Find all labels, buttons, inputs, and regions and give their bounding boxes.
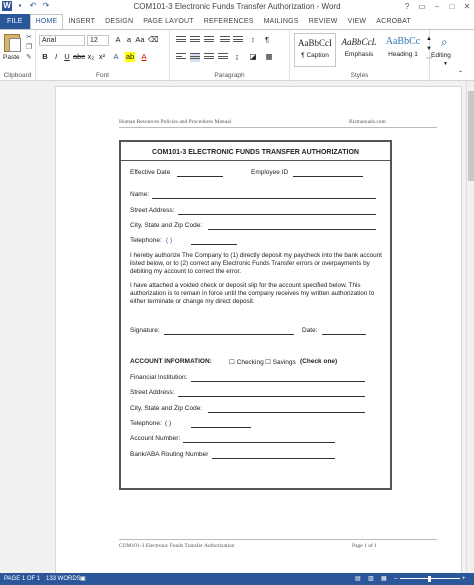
title-bar xyxy=(0,0,474,14)
effective-date-label: Effective Date xyxy=(130,169,171,176)
tab-file[interactable]: FILE xyxy=(0,14,30,29)
editing-button[interactable]: Editing xyxy=(431,52,451,59)
check-one-note: (Check one) xyxy=(300,358,338,365)
find-icon[interactable]: ⌕ xyxy=(441,35,448,49)
styles-group-label: Styles xyxy=(350,72,369,79)
status-bar xyxy=(0,573,474,585)
change-case-icon[interactable]: Aa xyxy=(135,35,145,44)
superscript-icon[interactable]: x² xyxy=(98,52,106,61)
tab-view[interactable]: VIEW xyxy=(347,18,367,25)
tab-mailings[interactable]: MAILINGS xyxy=(263,18,299,25)
account-number-field[interactable] xyxy=(183,442,335,443)
italic-icon[interactable]: I xyxy=(54,52,58,61)
editing-dropdown-icon[interactable]: ▼ xyxy=(443,61,448,67)
borders-icon[interactable]: ▦ xyxy=(265,52,273,61)
savings-checkbox[interactable]: ☐ Savings xyxy=(265,359,296,366)
footer-right-text: Page 1 of 1 xyxy=(352,543,377,549)
style-caption[interactable] xyxy=(294,33,336,67)
undo-icon[interactable]: ↶ xyxy=(29,1,37,10)
header-right-text: Bizmanuals.com xyxy=(349,119,386,125)
scrollbar-thumb[interactable] xyxy=(468,91,474,181)
style-caption-preview: AaBbCcI xyxy=(298,38,332,48)
account-information-label: ACCOUNT INFORMATION: xyxy=(130,358,212,365)
collapse-ribbon-icon[interactable]: ⌃ xyxy=(458,71,464,77)
help-icon[interactable]: ? xyxy=(404,2,410,11)
maximize-icon[interactable]: □ xyxy=(449,2,455,11)
employee-id-field[interactable] xyxy=(293,176,363,177)
copy-icon[interactable]: ❐ xyxy=(26,44,33,51)
editing-group xyxy=(430,30,466,81)
date-label: Date: xyxy=(302,327,318,334)
subscript-icon[interactable]: x₂ xyxy=(87,52,95,61)
redo-icon[interactable]: ↷ xyxy=(42,1,50,10)
strikethrough-icon[interactable]: abc xyxy=(73,52,86,61)
footer-left-text: COM101-3 Electronic Funds Transfer Authorization xyxy=(119,543,235,549)
clear-formatting-icon[interactable]: ⌫ xyxy=(148,35,159,44)
document-page[interactable] xyxy=(55,86,462,574)
tab-insert[interactable]: INSERT xyxy=(68,18,96,25)
align-right-icon[interactable] xyxy=(204,53,214,62)
increase-indent-icon[interactable] xyxy=(233,36,243,45)
font-size-select[interactable]: 12 xyxy=(87,35,109,46)
telephone-label: Telephone: xyxy=(130,237,162,244)
routing-number-label: Bank/ABA Routing Number xyxy=(130,451,209,458)
font-name-select[interactable]: Arial xyxy=(39,35,85,46)
tab-design[interactable]: DESIGN xyxy=(105,18,134,25)
bank-telephone-area-code[interactable]: ( ) xyxy=(165,420,172,427)
telephone-field[interactable] xyxy=(191,244,237,245)
bullets-icon[interactable] xyxy=(176,36,186,45)
style-emphasis[interactable] xyxy=(338,33,380,67)
zoom-out-icon[interactable]: – xyxy=(394,576,398,582)
city-state-zip-field[interactable] xyxy=(208,229,376,230)
tab-references[interactable]: REFERENCES xyxy=(203,18,254,25)
tab-page-layout[interactable]: PAGE LAYOUT xyxy=(143,18,194,25)
employee-id-label: Employee ID xyxy=(251,169,289,176)
bank-street-address-label: Street Address: xyxy=(130,389,175,396)
bank-city-state-zip-label: City, State and Zip Code: xyxy=(130,405,203,412)
sort-icon[interactable]: ↕ xyxy=(251,35,255,44)
clipboard-group-label: Clipboard xyxy=(3,72,32,79)
name-field[interactable] xyxy=(152,198,376,199)
print-layout-icon[interactable]: ▥ xyxy=(368,576,374,582)
align-center-icon[interactable] xyxy=(190,53,200,62)
justify-icon[interactable] xyxy=(218,53,228,62)
style-emphasis-preview: AaBbCcL xyxy=(341,37,377,47)
eft-form xyxy=(119,140,392,490)
save-icon[interactable]: ▪ xyxy=(18,1,22,10)
form-title-rule xyxy=(121,160,390,161)
ribbon-display-icon[interactable]: ▭ xyxy=(418,2,426,11)
clipboard-group xyxy=(0,30,36,81)
web-layout-icon[interactable]: ▦ xyxy=(381,576,387,582)
paste-icon[interactable] xyxy=(4,34,20,52)
highlight-icon[interactable]: ab xyxy=(125,52,135,61)
form-title: COM101-3 ELECTRONIC FUNDS TRANSFER AUTHORIZATION xyxy=(152,149,359,156)
text-effects-icon[interactable]: A xyxy=(113,52,119,61)
paragraph-group-label: Paragraph xyxy=(214,72,245,79)
header-rule xyxy=(119,127,437,128)
read-mode-icon[interactable]: ▤ xyxy=(355,576,361,582)
window-title: COM101-3 Electronic Funds Transfer Authorization - Word xyxy=(133,2,341,11)
close-icon[interactable]: ✕ xyxy=(463,2,471,11)
tab-home[interactable]: HOME xyxy=(30,14,64,29)
routing-number-field[interactable] xyxy=(212,458,335,459)
show-formatting-icon[interactable]: ¶ xyxy=(264,35,270,44)
format-painter-icon[interactable]: ✎ xyxy=(26,54,32,61)
grow-font-icon[interactable]: A xyxy=(115,35,121,44)
style-heading-1[interactable] xyxy=(382,33,424,67)
multilevel-list-icon[interactable] xyxy=(204,36,214,45)
bank-street-address-field[interactable] xyxy=(178,396,365,397)
bank-telephone-field[interactable] xyxy=(191,427,251,428)
footer-rule xyxy=(119,539,437,540)
signature-field[interactable] xyxy=(164,334,294,335)
styles-group xyxy=(290,30,430,81)
tab-acrobat[interactable]: ACROBAT xyxy=(376,18,411,25)
decrease-indent-icon[interactable] xyxy=(220,36,230,45)
font-group xyxy=(36,30,170,81)
styles-scroll-down-icon[interactable]: ▼ xyxy=(426,46,432,52)
bank-telephone-label: Telephone: xyxy=(130,420,162,427)
zoom-slider-thumb[interactable] xyxy=(428,576,431,582)
account-number-label: Account Number: xyxy=(130,435,181,442)
ribbon-tabs xyxy=(0,14,474,29)
tab-review[interactable]: REVIEW xyxy=(308,18,338,25)
style-caption-label: ¶ Caption xyxy=(301,52,329,59)
street-address-field[interactable] xyxy=(178,214,376,215)
style-heading-1-preview: AaBbCc xyxy=(385,36,421,47)
font-group-label: Font xyxy=(95,72,109,79)
paragraph-group xyxy=(170,30,290,81)
word-logo-icon: W xyxy=(3,1,11,10)
zoom-in-icon[interactable]: + xyxy=(462,576,466,582)
styles-scroll-up-icon[interactable]: ▲ xyxy=(426,36,432,42)
bold-icon[interactable]: B xyxy=(42,52,48,61)
cut-icon[interactable]: ✂ xyxy=(26,34,32,41)
window-controls xyxy=(402,1,472,12)
authorization-paragraph-1: I hereby authorize The Company to (1) directly deposit my paycheck into the bank account listed below, or to (2) correct any Electronic Funds Transfer errors or overpayments by debiting my account to correct the error. xyxy=(130,252,382,275)
authorization-paragraph-2: I have attached a voided check or deposit slip for the account specified below. This authorization is to remain in force until the company receives my written authorization to either terminate or change my direct deposit. xyxy=(130,282,375,305)
street-address-label: Street Address: xyxy=(130,207,175,214)
effective-date-field[interactable] xyxy=(177,176,223,177)
styles-more-icon[interactable]: ⋯ xyxy=(426,56,432,62)
underline-icon[interactable]: U xyxy=(64,52,70,61)
line-spacing-icon[interactable]: ↨ xyxy=(235,52,239,61)
minimize-icon[interactable]: – xyxy=(434,2,440,11)
financial-institution-field[interactable] xyxy=(191,381,365,382)
page-count[interactable]: PAGE 1 OF 1 xyxy=(4,576,41,582)
shrink-font-icon[interactable]: a xyxy=(126,35,132,44)
name-label: Name: xyxy=(130,191,150,198)
numbering-icon[interactable] xyxy=(190,36,200,45)
vertical-scrollbar[interactable] xyxy=(466,81,474,573)
proofing-icon[interactable]: ▣ xyxy=(80,576,86,582)
align-left-icon[interactable] xyxy=(176,53,186,62)
date-field[interactable] xyxy=(322,334,366,335)
shading-icon[interactable]: ◪ xyxy=(249,52,257,61)
bank-city-state-zip-field[interactable] xyxy=(208,412,365,413)
checking-checkbox[interactable]: ☐ Checking xyxy=(229,359,264,366)
paste-button[interactable]: Paste xyxy=(3,54,20,61)
style-heading-1-label: Heading 1 xyxy=(388,51,418,58)
signature-label: Signature: xyxy=(130,327,160,334)
word-count[interactable]: 133 WORDS xyxy=(46,576,81,582)
header-left-text: Human Resources Policies and Procedures Manual xyxy=(119,119,232,125)
style-emphasis-label: Emphasis xyxy=(344,51,374,58)
city-state-zip-label: City, State and Zip Code: xyxy=(130,222,203,229)
telephone-area-code[interactable]: ( ) xyxy=(166,237,173,244)
ribbon xyxy=(0,29,474,81)
document-area xyxy=(0,81,474,573)
financial-institution-label: Financial Institution: xyxy=(130,374,188,381)
font-color-icon[interactable]: A xyxy=(141,52,147,61)
